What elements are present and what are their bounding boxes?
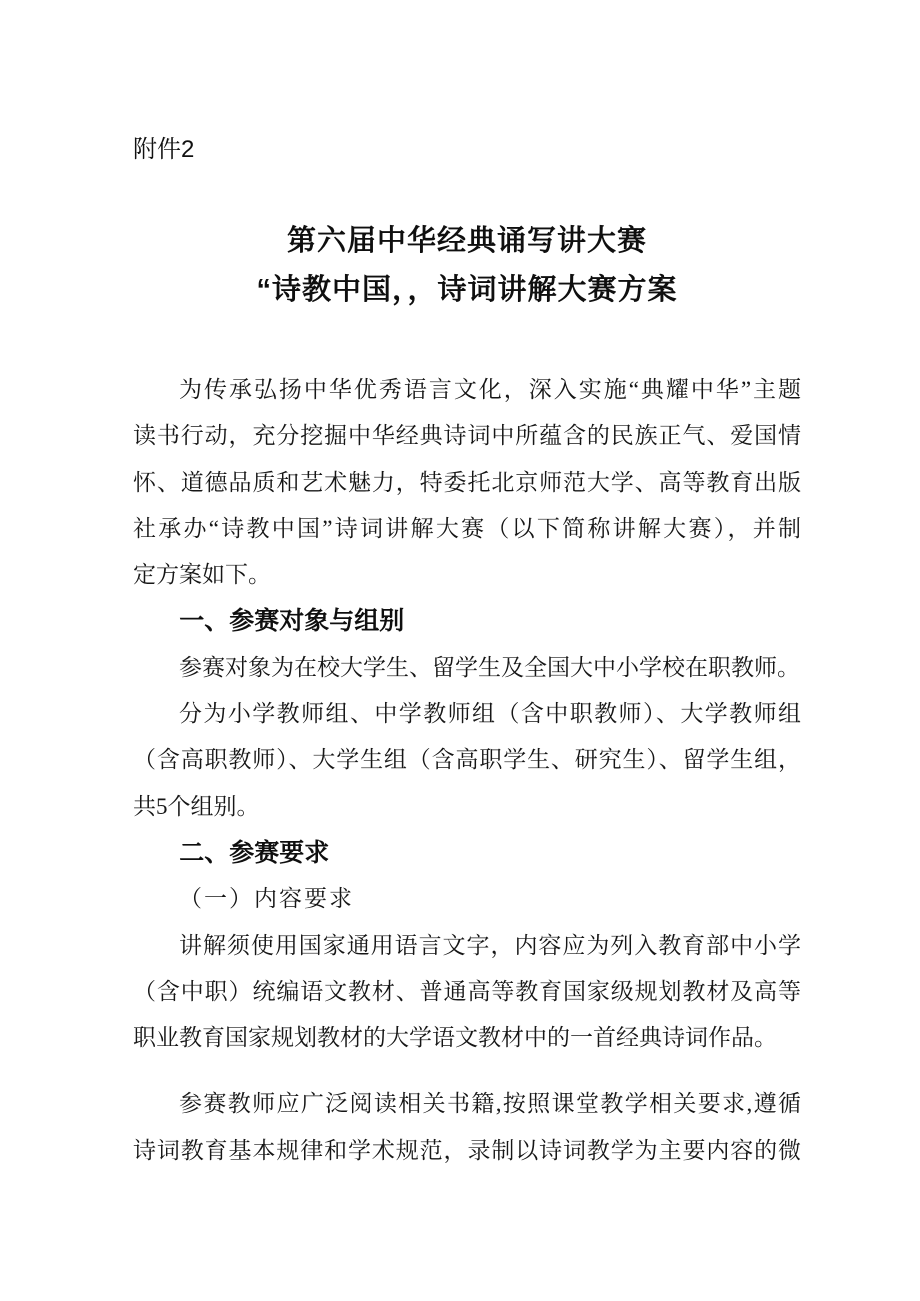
text-line: 社承办“诗教中国”诗词讲解大赛（以下简称讲解大赛），并制 (133, 515, 801, 541)
document-title-line-2: “诗教中国，，诗词讲解大赛方案 (256, 274, 678, 306)
text-line: 为传承弘扬中华优秀语言文化，深入实施“典耀中华”主题 (179, 377, 801, 402)
text-line: 参赛教师应广泛阅读相关书籍,按照课堂教学相关要求,遵循 (179, 1091, 801, 1117)
text-line: （含中职）统编语文教材、普通高等教育国家级规划教材及高等 (133, 978, 801, 1004)
text-line: 职业教育国家规划教材的大学语文教材中的一首经典诗词作品。 (133, 1025, 777, 1051)
text-line: 怀、道德品质和艺术魅力，特委托北京师范大学、高等教育出版 (133, 469, 801, 495)
text-line: 读书行动，充分挖掘中华经典诗词中所蕴含的民族正气、爱国情 (133, 423, 801, 449)
text-line: 诗词教育基本规律和学术规范，录制以诗词教学为主要内容的微 (133, 1137, 801, 1163)
document-body (133, 367, 801, 1174)
body-paragraph (133, 923, 801, 1062)
document-title (133, 217, 801, 315)
document-title-line-1: 第六届中华经典诵写讲大赛 (286, 225, 647, 257)
text-line: （含高职教师）、大学生组（含高职学生、研究生）、留学生组， (133, 747, 801, 773)
text-line: 参赛对象为在校大学生、留学生及全国大中小学校在职教师。 (179, 654, 800, 680)
body-paragraph (133, 1081, 801, 1174)
text-line: 讲解须使用国家通用语言文字，内容应为列入教育部中小学 (179, 932, 801, 958)
document-content-column (133, 135, 801, 1174)
body-paragraph (133, 691, 801, 830)
paragraph-spacer (133, 1061, 801, 1081)
body-paragraph (133, 367, 801, 598)
attachment-label: 附件2 (133, 136, 195, 163)
section-heading: 二、参赛要求 (179, 838, 330, 867)
text-line: 分为小学教师组、中学教师组（含中职教师）、大学教师组 (179, 701, 801, 727)
sub-heading: （一）内容要求 (179, 886, 354, 912)
body-paragraph (133, 645, 801, 691)
text-line: 定方案如下。 (133, 562, 271, 588)
text-line: 共5个组别。 (133, 793, 260, 819)
section-heading: 一、参赛对象与组别 (179, 607, 405, 636)
